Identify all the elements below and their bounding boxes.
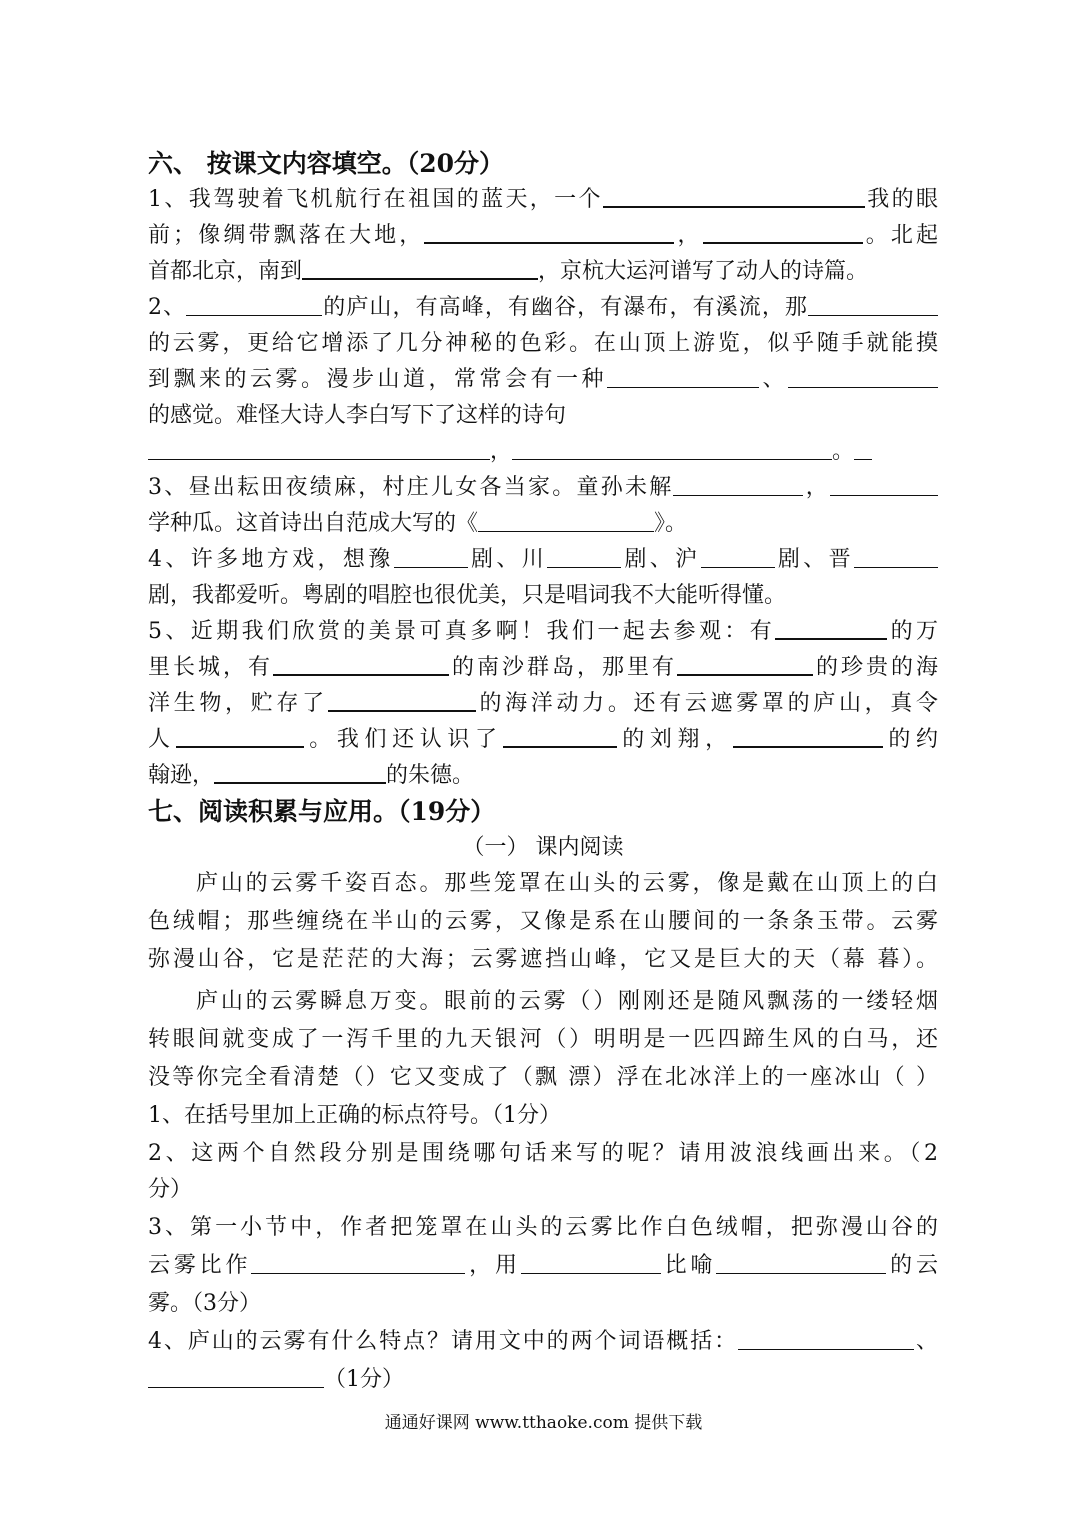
q6-2-line5: ， 。 — [148, 436, 938, 468]
passage-line: 没等你完全看清楚（）它又变成了（飘 漂）浮在北冰洋上的一座冰山（ ） — [148, 1065, 938, 1090]
q6-3-line2: 学种瓜。这首诗出自范成大写的《 》。 — [148, 511, 688, 536]
q6-5-line4: 人 。我们还认识了 的刘翔， 的约 — [148, 724, 938, 756]
answer-blank[interactable] — [478, 509, 654, 532]
q6-1-line3: 首都北京，南到 ，京杭大运河谱写了动人的诗篇。 — [148, 256, 938, 288]
q7-3-line3: 雾。（3分） — [148, 1291, 261, 1316]
footer-credit: 通通好课网 www.tthaoke.com 提供下载 — [384, 1413, 703, 1433]
answer-blank[interactable] — [394, 545, 468, 568]
q7-3-line1: 3、第一小节中，作者把笼罩在山头的云雾比作白色绒帽，把弥漫山谷的 — [148, 1215, 938, 1240]
answer-blank[interactable] — [733, 724, 883, 748]
answer-blank[interactable] — [503, 724, 617, 748]
answer-blank[interactable] — [512, 437, 832, 460]
q7-1: 1、在括号里加上正确的标点符号。（1分） — [148, 1103, 561, 1128]
q6-5-line5: 翰逊， 的朱德。 — [148, 760, 938, 792]
passage-line: 庐山的云雾瞬息万变。眼前的云雾（）刚刚还是随风飘荡的一缕轻烟 — [196, 989, 938, 1014]
answer-blank[interactable] — [547, 545, 621, 568]
section6-heading: 六、 按课文内容填空。（20分） — [148, 149, 504, 178]
q6-2-line4: 的感觉。难怪大诗人李白写下了这样的诗句 — [148, 403, 567, 428]
answer-blank[interactable] — [673, 473, 803, 496]
section7-subheading: （一） 课内阅读 — [462, 835, 624, 860]
answer-blank[interactable] — [788, 365, 938, 388]
q6-5-line2: 里长城，有 的南沙群岛，那里有 的珍贵的海 — [148, 652, 938, 684]
passage-line: 弥漫山谷，它是茫茫的大海；云雾遮挡山峰，它又是巨大的天（幕 暮）。 — [148, 947, 938, 972]
answer-blank[interactable] — [251, 1251, 465, 1274]
q7-4-line2: （1分） — [148, 1364, 938, 1396]
q7-2-line1: 2、这两个自然段分别是围绕哪句话来写的呢？请用波浪线画出来。（2 — [148, 1141, 938, 1166]
answer-blank[interactable] — [186, 293, 322, 316]
answer-blank[interactable] — [854, 545, 938, 568]
answer-blank[interactable] — [148, 437, 490, 460]
answer-blank[interactable] — [607, 365, 759, 388]
answer-blank[interactable] — [214, 760, 386, 784]
q7-2-line2: 分） — [148, 1177, 193, 1202]
q7-4-line1: 4、庐山的云雾有什么特点？请用文中的两个词语概括： 、 — [148, 1329, 938, 1354]
q6-3-line1: 3、昼出耘田夜绩麻，村庄儿女各当家。童孙未解 ， — [148, 472, 938, 504]
answer-blank[interactable] — [677, 652, 813, 676]
answer-blank[interactable] — [808, 293, 938, 316]
answer-blank[interactable] — [328, 688, 476, 712]
q6-4-line2: 剧，我都爱听。粤剧的唱腔也很优美，只是唱词我不大能听得懂。 — [148, 583, 787, 608]
answer-blank[interactable] — [603, 184, 865, 208]
q6-2-line3: 到飘来的云雾。漫步山道，常常会有一种 、 — [148, 364, 938, 396]
q6-1-line2: 前；像绸带飘落在大地， ， 。北起 — [148, 220, 938, 252]
answer-blank[interactable] — [302, 256, 538, 280]
q6-2-line2: 的云雾，更给它增添了几分神秘的色彩。在山顶上游览，似乎随手就能摸 — [148, 331, 938, 356]
q6-2-line1: 2、 的庐山，有高峰，有幽谷，有瀑布，有溪流，那 — [148, 292, 938, 324]
answer-blank[interactable] — [775, 616, 887, 640]
passage-line: 色绒帽；那些缠绕在半山的云雾，又像是系在山腰间的一条条玉带。云雾 — [148, 909, 938, 934]
answer-blank[interactable] — [148, 1365, 324, 1388]
passage-line: 转眼间就变成了一泻千里的九天银河（）明明是一匹四蹄生风的白马，还 — [148, 1027, 938, 1052]
answer-blank[interactable] — [716, 1251, 886, 1274]
q6-5-line3: 洋生物，贮存了 的海洋动力。还有云遮雾罩的庐山，真令 — [148, 688, 938, 720]
answer-blank[interactable] — [521, 1251, 661, 1274]
answer-blank[interactable] — [701, 545, 775, 568]
answer-blank[interactable] — [424, 220, 674, 244]
answer-blank[interactable] — [176, 724, 304, 748]
answer-blank[interactable] — [738, 1327, 914, 1350]
q6-4-line1: 4、许多地方戏，想豫 剧、川 剧、沪 剧、晋 — [148, 544, 938, 576]
passage-line: 庐山的云雾千姿百态。那些笼罩在山头的云雾，像是戴在山顶上的白 — [196, 871, 938, 896]
q6-1-line1: 1、我驾驶着飞机航行在祖国的蓝天，一个 我的眼 — [148, 184, 938, 216]
answer-blank[interactable] — [273, 652, 449, 676]
answer-blank[interactable] — [703, 220, 863, 244]
section7-heading: 七、阅读积累与应用。（19分） — [148, 797, 496, 826]
q6-5-line1: 5、近期我们欣赏的美景可真多啊！我们一起去参观：有 的万 — [148, 616, 938, 648]
q7-3-line2: 云雾比作 ，用 比喻 的云 — [148, 1253, 938, 1278]
answer-blank[interactable] — [854, 437, 872, 460]
answer-blank[interactable] — [830, 473, 938, 496]
